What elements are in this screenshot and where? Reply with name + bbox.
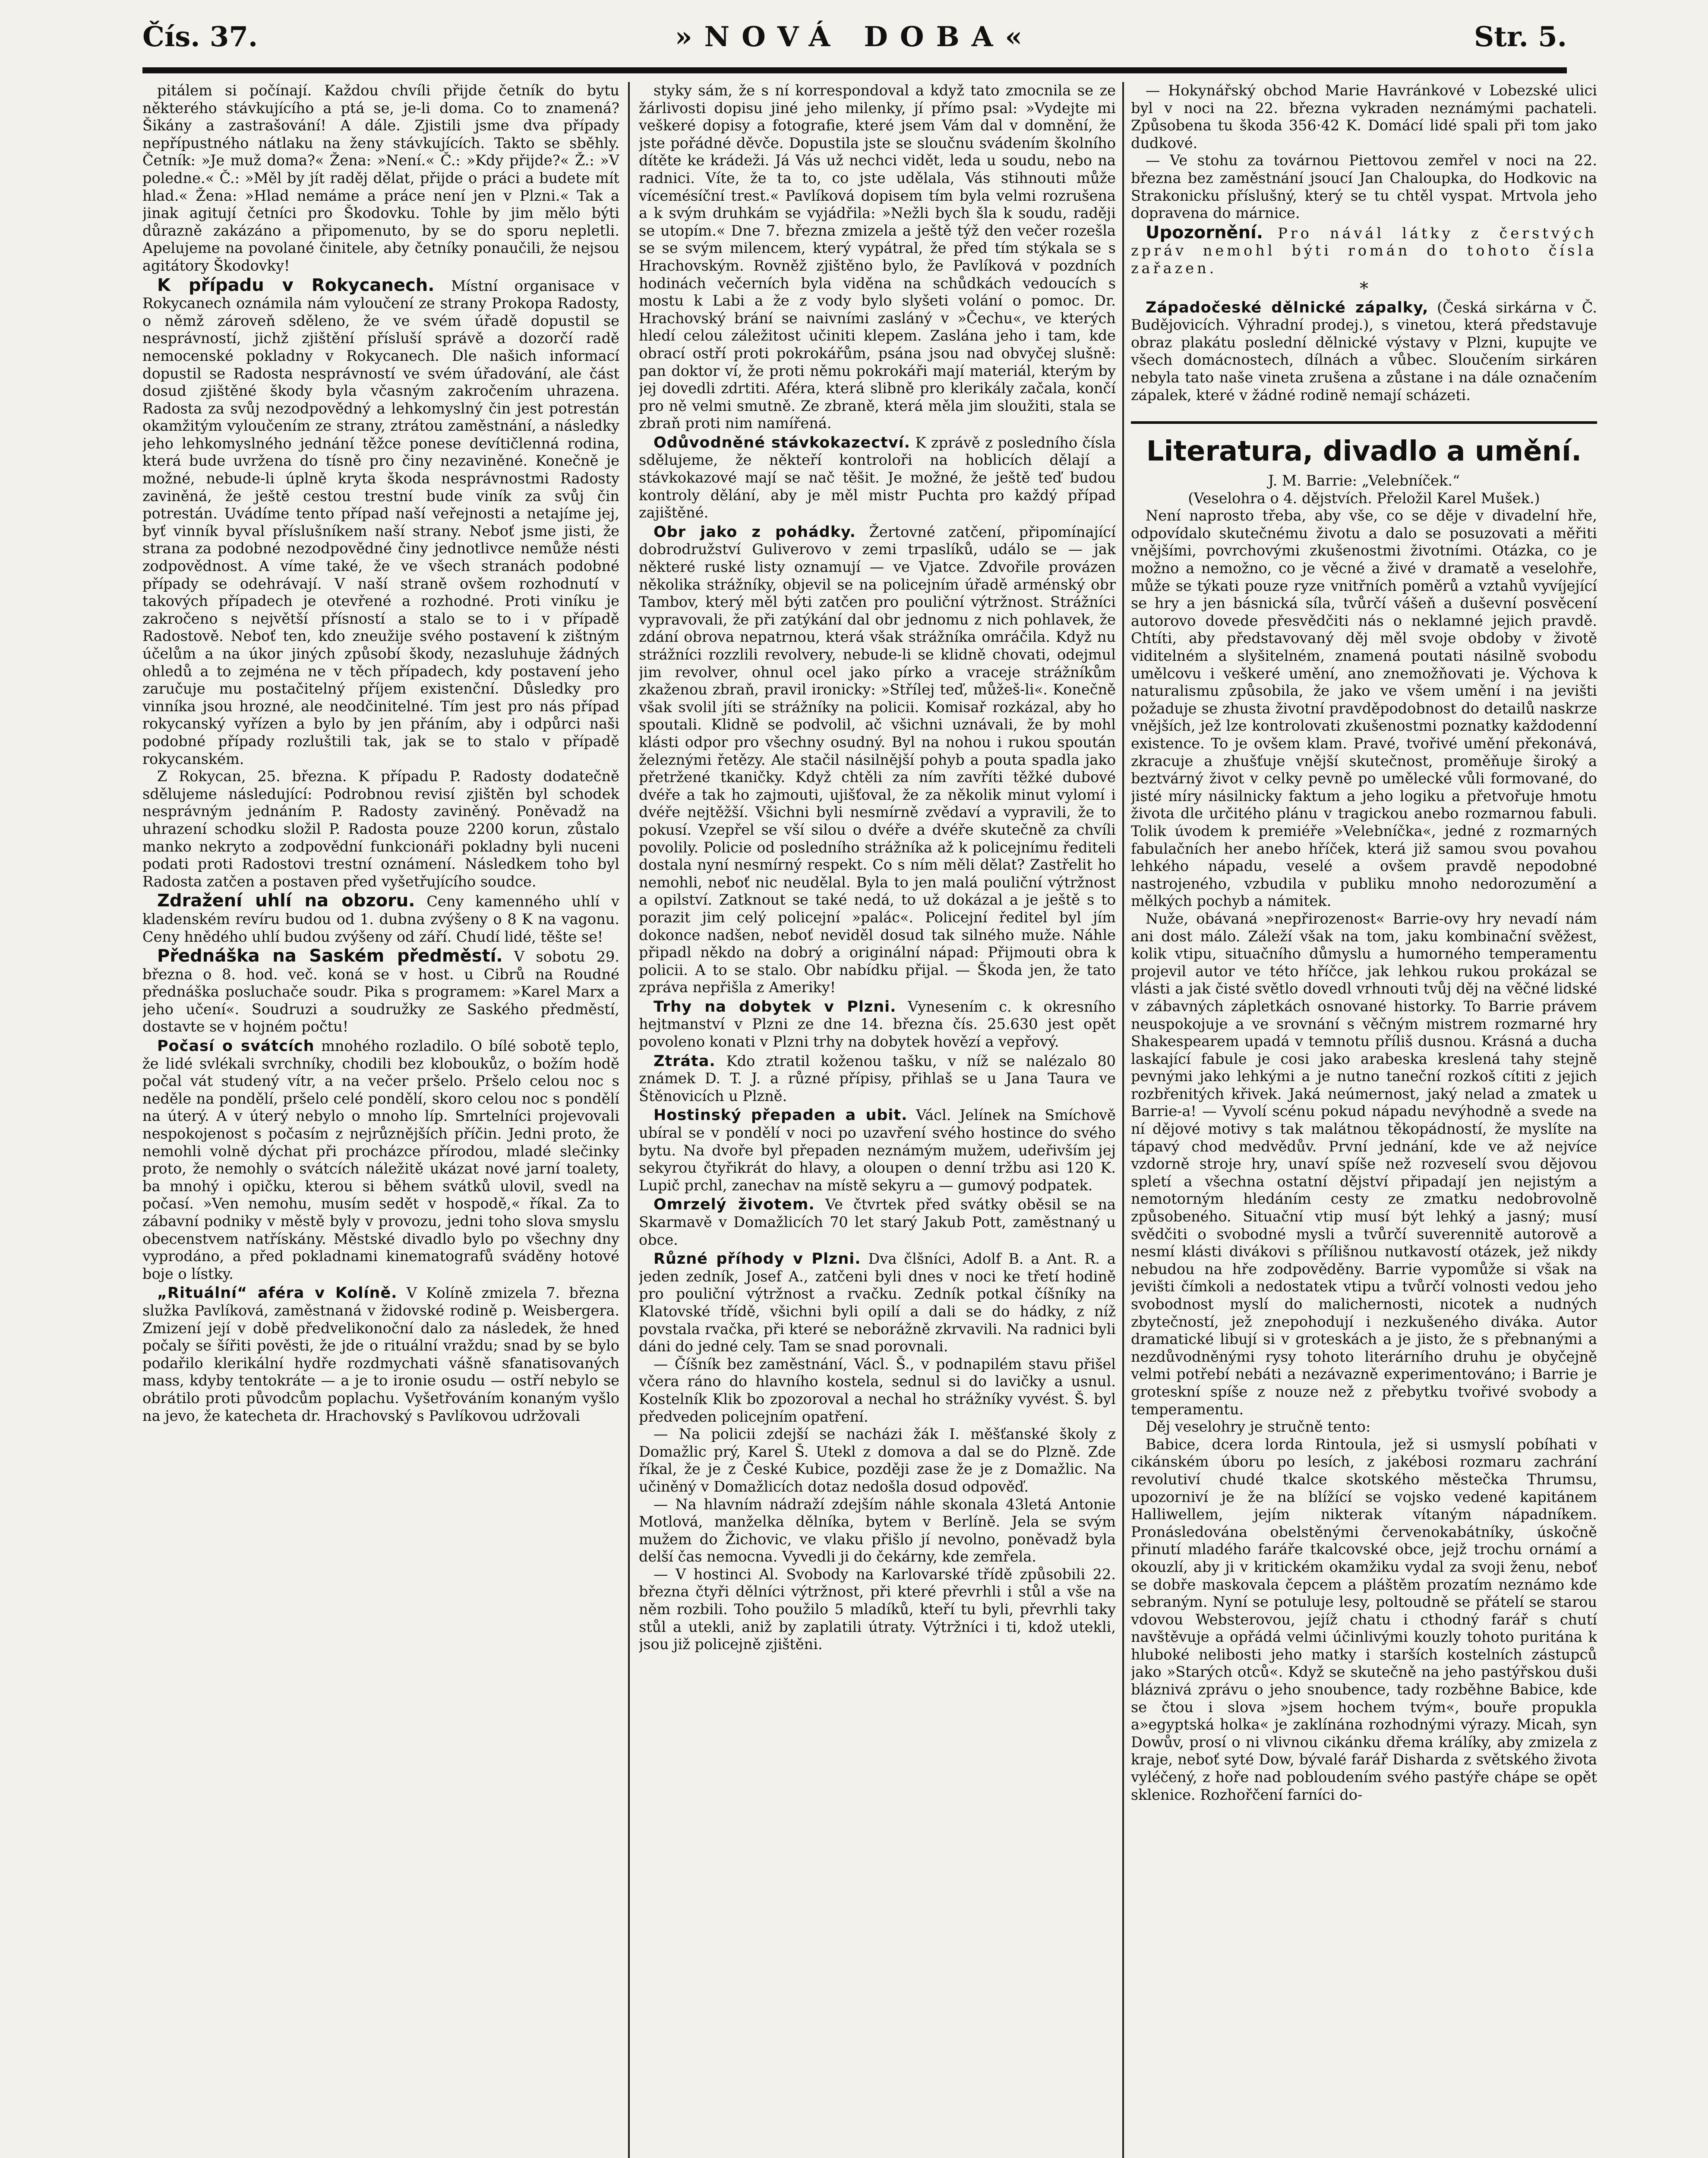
article-paragraph [639,524,1116,997]
article-text: — Ve stohu za továrnou Piettovou zemřel v noci na 22. března bez zaměstnání jsoucí Jan Chaloupka, do Hodkovic na Strakonicku příslušný, který se tu chtěl vyspat. Mrtvola jeho dopravena do márnice. [1131,152,1597,222]
article-heading: Zdražení uhlí na obzoru. [157,891,415,911]
article-heading: K případu v Rokycanech. [157,275,435,295]
article-paragraph [639,998,1116,1051]
article-text: — Na hlavním nádraží zdejším náhle skonala 43letá Antonie Motlová, manželka dělníka, bytem v Berlíně. Jela se svým mužem do Žichovic, ve vlaku přišlo jí nevolno, poněvadž byla delší čas nemocna. Vyvedli ji do čekárny, kde zemřela. [639,1495,1116,1565]
advert-heading: Západočeské dělnické zápalky, [1146,299,1429,316]
article-paragraph [142,947,619,1036]
article-heading: „Rituální“ aféra v Kolíně. [157,1284,398,1302]
article-heading: Odůvodněné stávkokazectví. [654,434,910,451]
article-text: Z Rokycan, 25. března. K případu P. Radosty dodatečně sdělujeme následující: Podrobnou revisí zjištěn byl schodek nesprávným jednáním P. Radosty zaviněný. Poněvadž na uhrazení schodku složil P. Radosta pouze 2200 korun, zůstalo manko nekryto a zodpovědní funkcionáři pokladny byli nuceni podati proti Radostovi trestní oznámení. Následkem toho byl Radosta zatčen a postaven před vyšetřujícího soudce. [142,768,619,890]
article-text: V sobotu 29. března o 8. hod. več. koná se v host. u Cibrů na Roudné přednáška posluchače soudr. Pika s programem: »Karel Marx a jeho učení«. Soudruzi a soudružky ze Saského předměstí, dostavte se v hojném počtu! [142,948,619,1035]
article-heading: Přednáška na Saském předměstí. [157,946,503,966]
article-text: Ve čtvrtek před svátky oběsil se na Skarmavě v Domažlicích 70 let starý Jakub Pott, zaměstnaný u obce. [639,1196,1116,1248]
column-2 [639,82,1116,2158]
play-title [1131,472,1597,490]
notice-paragraph [1131,224,1597,278]
article-text: styky sám, že s ní korrespondoval a když tato zmocnila se ze žárlivosti dopisu jiné jeho milenky, jí přímo psal: »Vydejte mi veškeré dopisy a fotografie, které jsem Vám dal v domnění, že jste pořádné děvče. Dopustila jste se sloučnu svádením školního dítěte ke krádeži. Já Vás už nechci vidět, leda u soudu, nebo na radnici. Víte, že ta to, co jste udělala, Vás stihnouti může vícemésíční trest.« Pavlíková dopisem tím byla velmi rozrušena a k svým druhkám se vyjádřila: »Nežli bych šla k soudu, raději se utopím.« Dne 7. března zmizela a ještě týž den večer rozešla se se svým milencem, který vypátral, že před tím stýkala se s Hrachovským. Rovněž zjištěno bylo, že Pavlíková v pozdních hodinách večerních byla viděna na schůdkách vedoucích s mostu k Labi a že z vody bylo slyšeti volání o pomoc. Dr. Hrachovský brání se naivními zasláný v »Čechu«, ve kterých hledí celou záležitost učiniti klepem. Zaslána jeho i tam, kde obrací ostří proti pokrokářům, psána jsou nad obvyčej slušně: pan doktor ví, že proti němu pokrokáři mají materiál, kterým by jej dovedli zdrtiti. Aféra, která slibně pro klerikály začala, končí pro ně velmi smutně. Ze zbraně, která měla jim sloužiti, stala se zbraň proti nim namířená. [639,82,1116,432]
column-1 [142,82,619,2158]
page-header [142,16,1567,81]
article-heading: Obr jako z pohádky. [654,523,856,541]
article-text: — Číšník bez zaměstnání, Václ. Š., v podnapilém stavu přišel včera ráno do hlavního kostela, sednul si do lavičky a usnul. Kostelník Klik bo zpozoroval a nechal ho strážníky vyvést. Š. byl předveden policejním opatření. [639,1355,1116,1425]
advert-text: (Česká sirkárna v Č. Budějovicích. Výhradní prodej.), s vinetou, která představuje obraz plakátu poslední dělnické výstavy v Plzni, kupujte ve všech domácnostech, dílnách a vůbec. Sloučením sirkáren nebyla tato naše vineta zrušena a zůstane i na dále označením zápalek, které v žádné rodině nemají scházeti. [1131,299,1597,404]
article-text: Žertovné zatčení, připomínající dobrodružství Guliverovo v zemi trpaslíků, událo se — jak některé ruské listy oznamují — ve Vjatce. Zdvořile provázen několika strážníky, objevil se na policejním úřadě arménský obr Tambov, který měl býti zatčen pro pouliční výtržnost. Strážníci vypravovali, že při zatýkání dal obr jednomu z nich pohlavek, že zdání obrova nepatrnou, která však strážníka omráčila. Když nu strážníci rozzlili revolvery, nebude-li se klidně chovati, odejmul jim revolver, ohnul ocel jako pírko a vraceje strážníkům zkaženou zbraň, pravil ironicky: »Střílej teď, můžeš-li«. Konečně však svolil jíti se strážníky na policii. Komisař rozkázal, aby ho spoutali. Klidně se podvolil, ač všichni uznávali, že by mohl klásti odpor pro všechny osudný. Byl na nohou i rukou spoután železnými řetězy. Ale stačil násilnější pohyb a pouta spadla jako přetržené tkaničky. Když chtěli za ním zavříti těžké dubové dvéře a tak ho zajmouti, ujišťoval, že za několik minut vylomí i dvéře nejtěžší. Všichni byli nesmírně zvědaví a vypravili, že to pokusí. Vzepřel se vší silou o dvéře a dvéře skutečně za chvíli povolily. Policie od posledního strážníka až k policejnímu řediteli dostala nyní nesmírný respekt. Co s ním měli dělat? Zastřelit ho nemohli, neboť nic neudělal. Byla to jen malá pouliční výtržnost a opilství. Zatknout se také nedá, to už dokázal a je ještě s to porazit jim celý policejní »palác«. Policejní ředitel byl jím dokonce nadšen, neboť neviděl dosud tak silného muže. Náhle připadl někdo na dobrý a originální nápad: Přijmouti obra k policii. A to se stalo. Obr nabídku přijal. — Škoda jen, že tato zpráva nepřišla z Ameriky! [639,523,1116,996]
newspaper-title: »NOVÁ DOBA« [675,21,1035,53]
review-paragraph: Není naprosto třeba, aby vše, co se děje v divadelní hře, odpovídalo skutečnému životu a dalo se posuzovati a měřiti vnějšími, povrchovými zkušenostmi životními. Otázka, co je možno a nemožno, co je věcné a živé v dramatě a veselohře, může se týkati pouze ryze vnitřních poměrů a vztahů vyvíjející se hry a jen básnická síla, tvůrčí vášeň a duševní posvěcení autorovo dovede přesvědčiti nás o neklamné jejich pravdě. Chtíti, aby představovaný děj měl svoje obdoby v životě viditelném a slyšitelném, znamená poutati násilně svobodu umělcovu i veškeré umění, ano znemožňovati je. Výchova k naturalismu způsobila, že jako ve všem umění i na jevišti požaduje se zhusta životní pravděpodobnost do detailů naskrze vnějších, jež lze kontrolovati zkušenostmi poznatky každodenní existence. To je ovšem klam. Pravé, tvořivé umění překonává, zkracuje a zhušťuje vnější skutečnost, proměňuje široký a beztvárný život v celky pevně po umělecké vůli formované, do jisté míry násilnicky faktum a jeho logiku a přetvořuje hmotu života dle určitého plánu v tragickou anebo rozmarnou fabuli. Tolik úvodem k premiéře »Velebníčka«, jedné z rozmarných fabulačních her anebo hříček, která již samou svou povahou lehkého nápadu, veselé a ovšem pravdě nepodobné nastrojeného, vzbudila v publiku mnoho nedorozumění a mělkých pochyb a námitek. [1131,507,1597,910]
article-text: — V hostinci Al. Svobody na Karlovarské třídě způsobili 22. března čtyři dělníci výtržnost, při které převrhli i stůl a vše na něm rozbili. Toho použilo 5 mladíků, kteří tu byli, převrhli taky stůl a utekli, aniž by zaplatili útraty. Výtržníci i ti, kdož utekli, jsou již policejně zjištěni. [639,1565,1116,1653]
notice-text: Pro návál látky z čerstvých zpráv nemohl býti román do tohoto čísla zařazen. [1131,224,1597,277]
article-text: — Hokynářský obchod Marie Havránkové v Lobezské ulici byl v noci na 22. března vykraden neznámými pachateli. Způsobena tu škoda 356·42 K. Domácí lidé spali při tom jako dudkové. [1131,82,1597,151]
section-heading: Literatura, divadlo a umění. [1131,421,1597,468]
article-paragraph [639,1053,1116,1105]
article-paragraph [639,1107,1116,1194]
star-separator: * [1360,278,1368,299]
article-heading: Trhy na dobytek v Plzni. [654,998,897,1016]
play-title-text: J. M. Barrie: „Velebníček.“ [1268,472,1460,489]
column-divider [1122,82,1124,2158]
article-text: Václ. Jelínek na Smíchově ubíral se v pondělí v noci po uzavření svého hostince do svého bytu. Na dvoře byl přepaden neznámým mužem, udeřivším jej sekyrou čtyřikrát do hlavy, a oloupen o denní tržbu asi 120 K. Lupič prchl, zanechav na místě sekyru a — gumový podpatek. [639,1107,1116,1194]
article-text: K zprávě z posledního čísla sdělujeme, že někteří kontroloři na hoblicích dělají a stávkokazové mají se nač těšit. Je možné, že ještě teď budou kontroly dělání, aby je měl mistr Puchta pro každý případ zajištěné. [639,434,1116,521]
column-3 [1131,82,1597,2158]
article-text: Kdo ztratil koženou tašku, v níž se nalézalo 80 známek D. T. J. a různé přípisy, přihlaš se u Jana Taura ve Štěnovicích u Plzně. [639,1052,1116,1104]
article-paragraph [142,1038,619,1283]
article-paragraph [639,1250,1116,1356]
article-heading: Ztráta. [654,1052,716,1070]
article-paragraph [142,277,619,768]
page-number: Str. 5. [1474,21,1567,53]
article-text: Vynesením c. k okresního hejtmanství v Plzni ze dne 14. března čís. 25.630 jest opět povoleno konati v Plzni trhy na dobytek hovězí a vepřový. [639,998,1116,1051]
issue-number: Čís. 37. [142,21,258,53]
column-divider [628,82,630,2158]
notice-heading: Upozornění. [1146,222,1263,243]
article-heading: Počasí o svátcích [157,1038,315,1055]
article-text: V Kolíně zmizela 7. března služka Pavlíková, zaměstnaná v židovské rodině p. Weisbergera. Zmizení její v době předvelikonoční dalo za následek, že hned počaly se šířiti pověsti, že jde o rituální vraždu; snad by se bylo podařilo klerikální hydře rozdmychati vášně sfanatisovaných mass, kdyby tentokráte — a je to ironie osudu — ostří nebylo se obrátilo proti původcům poplachu. Vyšetřováním konaným vyšlo na jevo, že katecheta dr. Hrachovský s Pavlíkovou udržovali [142,1284,619,1424]
review-paragraph: Děj veselohry je stručně tento: [1146,1418,1371,1436]
review-paragraph: Babice, dcera lorda Rintoula, jež si usmyslí pobíhati v cikánském úboru po lesích, z jakébosi rozmaru zachrání revolutiví chudé tkalce skotského městečka Thrumsu, upozorniví je že na blížící se vojsko vedené kapitánem Halliwellem, jejím nikterak vítaným nápadníkem. Pronásledována obelstěnými červenokabátníky, úskočně přinutí mladého faráře tkalcovské obce, jejž trochu ornámí a okouzlí, aby ji v kritickém okamžiku vydal za svoji ženu, neboť se dobře maskovala čepcem a pláštěm prozatím neznámo kde sebraným. Nyní se potuluje lesy, poltoudně se přátelí se starou vdovou Websterovou, jejíž chatu i cthodný farář s chutí navštěvuje a opřádá velmi účinlivými kouzly tohoto puritána k hluboké nelibosti jeho matky i starších kostelních zástupců jako »Starých otců«. Když se skutečně na jeho pastýřskou duši bláznivá zprávu o jeho snoubence, tady rozběhne Babice, kde se čtou i slova »jsem hochem tvým«, bouře propukla a»egyptská holka« je zaklínána rozhodnými výrazy. Micah, syn Dowův, prosí o ni vlivnou cikánku dřema králíky, aby zmizela z kraje, neboť syté Dow, bývalé farář Disharda z světského života vyléčený, z hoře nad pobloudením svého pastýře chápe se opět sklenice. Rozhořčení farníci do- [1131,1436,1597,1803]
article-heading: Různé příhody v Plzni. [654,1250,861,1268]
article-heading: Omrzelý životem. [654,1196,815,1214]
article-heading: Hostinský přepaden a ubit. [654,1107,908,1124]
article-text: mnohého rozladilo. O bílé sobotě teplo, že lidé svlékali svrchníky, chodili bez kloboukůz, o božím hodě počal vát studený vítr, a na večer pršelo. Pršelo celou noc s neděle na pondělí, pršelo celé pondělí, skoro celou noc s pondělí na úterý. A v úterý nebylo o mnoho líp. Smrtelníci projevovali nespokojenost s počasím z nejrůznějších příčin. Jedni proto, že nemohli volně dýchat při procházce přírodou, mladé slečinky proto, že nemohly o svátcích náležitě ukázat nové jarní toalety, ba mnohý i opičku, kterou si během svátků ulovil, svedl na počasí. »Ven nemohu, musím sedět v hospodě,« říkal. Za to zábavní podniky v městě byly v provozu, jedni toho slova smyslu obecenstvem natřískány. Městské divadlo bylo po všechny dny vyprodáno, a před pokladnami kinematografů sváděny hotové boje o lístky. [142,1038,619,1282]
review-paragraph: Nuže, obávaná »nepřirozenost« Barrie-ovy hry nevadí nám ani dost málo. Záleží však na tom, jaku kombinační svěžest, kolik vtipu, situačního důmyslu a humorného temperamentu projevil autor ve této hříčce, jak lehkou rukou prokázal se vlásti a jak čisté světlo dovedl vrhnouti tvůj děj na věčné lidské v zábavných zápletkách osnované historky. To Barrie právem neuspokojuje a ve srovnání s věčným mistrem rozmarné hry Shakespearem upadá v temnotu příliš dusnou. Krásná a ducha laskající fabule je cosi jako arabeska kreslená tahy stejně pevnými jako lehkými a je nutno taneční rozkoš cítiti z jejich rozbřenitých křivek. Jaká neúmernost, jaký nelad a zmatek u Barrie-a! — Vyvolí scénu pokud nápadu nevýhodně a svede na ní dějové motivy s tak malátnou těkopádností, že myslíte na tápavý chod medvědův. První jednání, kde ve až nejvíce vzdorně stroje hry, unaví spíše než rozveselí svou dějovou spletí a všechna ostatní dějství připadají jen nejistým a nemotorným hledáním cesty ze zmatku nedobrovolně způsobeného. Situační vtip musí být lehký a jasný; musí svědčiti o svobodné mysli a tvůrčí suverennitě autorově a nesmí klásti divákovi s přílišnou nutkavostí otázek, jež nikdy nebudou na hře zodpověděny. Barrie vypomůže si však na jevišti čímkoli a nedostatek vtipu a tvůrčí volnosti vedou jeho svobodnost myslí do malichernosti, nicotek a nudných zbytečností, jež znepohodují i nezkušeného diváka. Autor dramatické libují si v groteskách a je jisto, že s přebnanými a nezdůvodněnými rysy tohoto literárního druhu je obyčejně velmi potřebí nebáti a nezávazně experimentováno; i Barrie je groteskní spíše z nouze než z přebytku tvořivé svobody a temperamentu. [1131,910,1597,1418]
article-text: pitálem si počínají. Každou chvíli přijde četník do bytu některého stávkujícího a ptá se, je-li doma. Co to znamená? Šikány a zastrašování! A dále. Zjistili jsme dva případy nepřípustného nátlaku na ženy stávkujících. Takto se sběhly. Četník: »Je muž doma?« Žena: »Není.« Č.: »Kdy přijde?« Ž.: »V poledne.« Č.: »Měl by jít raděj dělat, přijde o práci a budete mít hlad.« Žena: »Hlad nemáme a práce není jen v Plzni.« Tak a jinak agitují četníci pro Škodovku. Tohle by jim mělo býti důrazně zakázáno a připomenuto, by se do sporu nepletli. Apelujeme na povolané činitele, aby četníky ponaučili, že nejsou agitátory Škodovky! [142,82,619,274]
article-paragraph [142,1284,619,1425]
play-subtitle: (Veselohra o 4. dějstvích. Přeložil Karel Mušek.) [1188,489,1540,507]
article-paragraph [639,434,1116,522]
header-rule [142,67,1567,73]
article-text: — Na policii zdejší se nacházi žák I. měšťanské školy z Domažlic prý, Karel Š. Utekl z domova a dal se do Plzně. Zde říkal, že je z České Kubice, později zase že je z Domažlic. Na učiněný v Domažlicích dotaz nedošla dosud odpověď. [639,1426,1116,1495]
article-text: Dva člšníci, Adolf B. a Ant. R. a jeden zedník, Josef A., zatčeni byli dnes v noci ke třetí hodině pro pouliční výtržnost a rvačku. Zedník potkal číšníky na Klatovské třídě, všichni byli opilí a dali se do hádky, z níž povstala rvačka, při které se neborážně zkrvavili. Na radnici byli dáni do jedné cely. Tam se snad porovnali. [639,1250,1116,1355]
article-text: Místní organisace v Rokycanech oznámila nám vyloučení ze strany Prokopa Radosty, o němž zároveň sděleno, že ve svém úřadě dopustil se nesprávností, jichž zjištění přísluší správě a dozorčí radě nemocenské pokladny v Rokycanech. Dle našich informací dopustil se Radosta nesprávností ve svém úřadování, ale část dosud zjištěné škody byla včasným zakročením uhrazena. Radosta za svůj nezodpovědný a lehkomyslný čin jest potrestán okamžitým vyloučením ze strany, ztrátou zaměstnání, a následky jeho lehkomyslného jednání těžce ponese devítičlenná rodina, která bude uvržena do tísně pro činy nezaviněné. Konečně je možné, nebude-li úplně kryta škoda nesprávnostmi Radosty zaviněná, že ještě cestou trestní bude viník za svůj čin potrestán. Uvádíme tento případ naší veřejnosti a netajíme jej, byť vinník byval příslušníkem naší strany. Neboť jsme jisti, že strana za podobné nezodpovědné činy jednotlivce nemůže nésti zodpovědnost. A víme také, že ve všech stranách podobné případy se odehrávají. V naší straně ovšem rozhodnutí v takových případech je otevřené a rozhodné. Proti viníku je zakročeno s největší přísností a stalo se to i v případě Radostově. Neboť ten, kdo zneužije svého postavení k zištným účelům a na úkor jiných způsobí škody, nezasluhuje žádných ohledů a to zejména ne v těch případech, kdy postavení jeho zaručuje mu postačitelný příjem existenční. Důsledky pro vinníka jsou hrozné, ale neodčinitelné. Tím jest pro nás případ rokycanský vyřízen a bylo by jen přáním, aby i odpůrci naši podobné případy rozluštili tak, jak se to stalo v případě rokycanském. [142,277,619,767]
article-paragraph [142,892,619,946]
advert-paragraph [1131,299,1597,404]
article-paragraph [639,1196,1116,1249]
article-text: Ceny kamenného uhlí v kladenském revíru budou od 1. dubna zvýšeny o 8 K na vagonu. Ceny hnědého uhlí budou zvýšeny od září. Chudí lidé, těšte se! [142,893,619,945]
